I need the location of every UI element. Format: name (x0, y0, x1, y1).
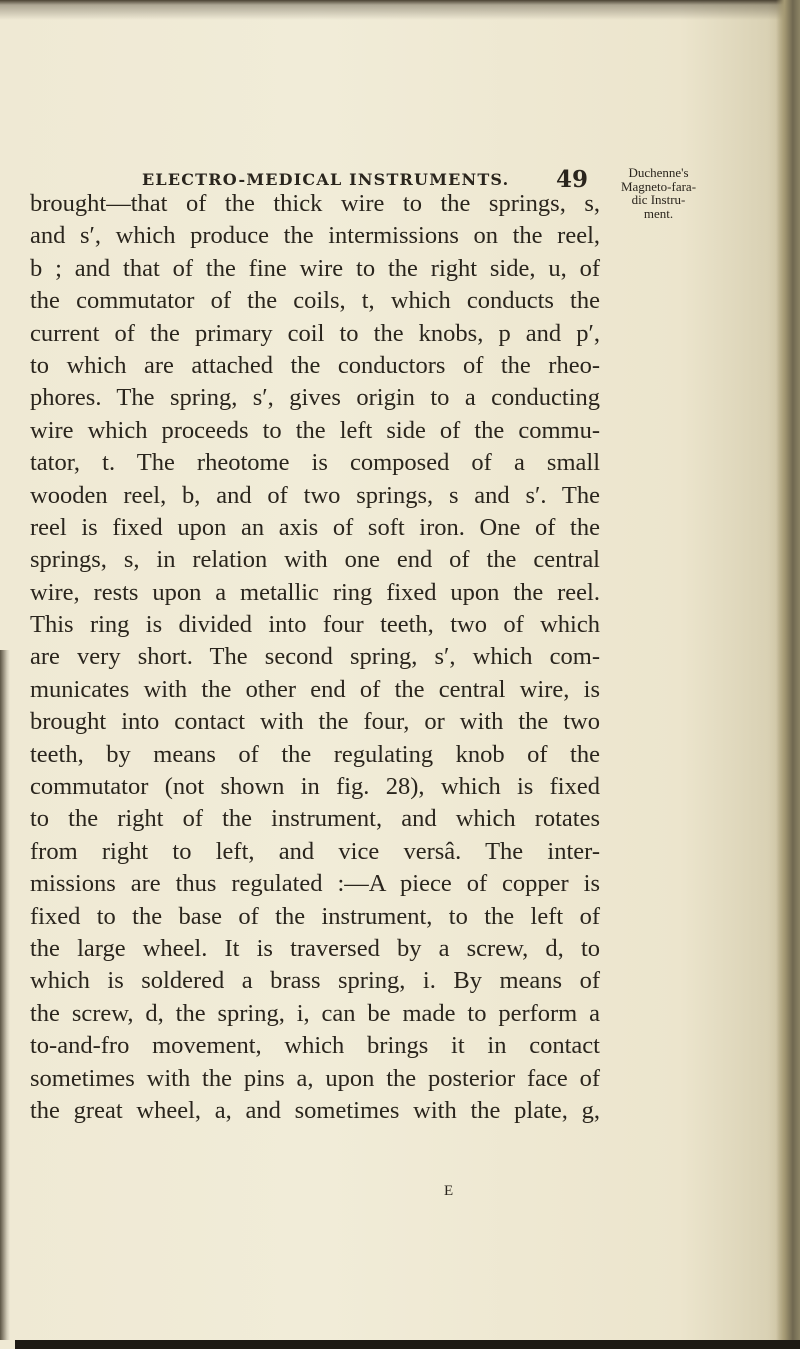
text-line: commutator (not shown in fig. 28), which is fixed (30, 773, 600, 801)
left-page-edge (0, 650, 10, 1340)
page-binding-edge (776, 0, 800, 1349)
margin-note (606, 166, 711, 220)
text-line: wooden reel, b, and of two springs, s and s′. The (30, 481, 600, 509)
bottom-edge-rule (15, 1340, 800, 1349)
text-line: tator, t. The rheotome is composed of a small (30, 449, 600, 477)
text-line: the great wheel, a, and sometimes with the plate, g, (30, 1096, 600, 1124)
margin-note-line: ment. (643, 205, 674, 221)
text-line: teeth, by means of the regulating knob of the (30, 740, 600, 768)
body-text (30, 188, 600, 1127)
margin-note-line: dic Instru- (631, 192, 686, 207)
text-line: the commutator of the coils, t, which conducts the (30, 287, 600, 315)
text-line: b ; and that of the fine wire to the right side, u, of (30, 254, 600, 282)
text-line: brought into contact with the four, or with the two (30, 708, 600, 736)
text-line: springs, s, in relation with one end of the central (30, 546, 600, 574)
signature-mark: E (444, 1183, 454, 1199)
text-line: the screw, d, the spring, i, can be made to perform a (30, 999, 600, 1027)
text-line: from right to left, and vice versâ. The inter- (30, 837, 600, 865)
text-line: current of the primary coil to the knobs, p and p′, (30, 319, 600, 347)
text-line: phores. The spring, s′, gives origin to a conducting (30, 384, 600, 412)
text-line: are very short. The second spring, s′, which com- (30, 643, 600, 671)
text-line: which is soldered a brass spring, i. By means of (30, 967, 600, 995)
text-line: wire, rests upon a metallic ring fixed upon the reel. (30, 578, 600, 606)
margin-note-line: Magneto-fara- (620, 178, 697, 194)
text-line: fixed to the base of the instrument, to the left of (30, 902, 600, 930)
text-line: municates with the other end of the central wire, is (30, 675, 600, 703)
text-line: This ring is divided into four teeth, two of which (30, 611, 600, 639)
page-number: 49 (556, 166, 589, 193)
text-line: and s′, which produce the intermissions on the reel, (30, 222, 600, 250)
margin-note-line: Duchenne's (628, 165, 689, 180)
text-line: the large wheel. It is traversed by a screw, d, to (30, 934, 600, 962)
text-line: sometimes with the pins a, upon the posterior face of (30, 1064, 600, 1092)
text-line: to the right of the instrument, and which rotates (30, 805, 600, 833)
text-line: reel is fixed upon an axis of soft iron. One of the (30, 513, 600, 541)
text-line: to-and-fro movement, which brings it in contact (30, 1032, 600, 1060)
running-head: ELECTRO-MEDICAL INSTRUMENTS. (142, 170, 510, 189)
text-line: to which are attached the conductors of the rheo- (30, 351, 600, 379)
top-shadow (0, 0, 800, 20)
text-line: missions are thus regulated :—A piece of copper is (30, 870, 600, 898)
text-line: brought—that of the thick wire to the springs, s, (30, 190, 600, 217)
text-line: wire which proceeds to the left side of the commu- (30, 416, 600, 444)
